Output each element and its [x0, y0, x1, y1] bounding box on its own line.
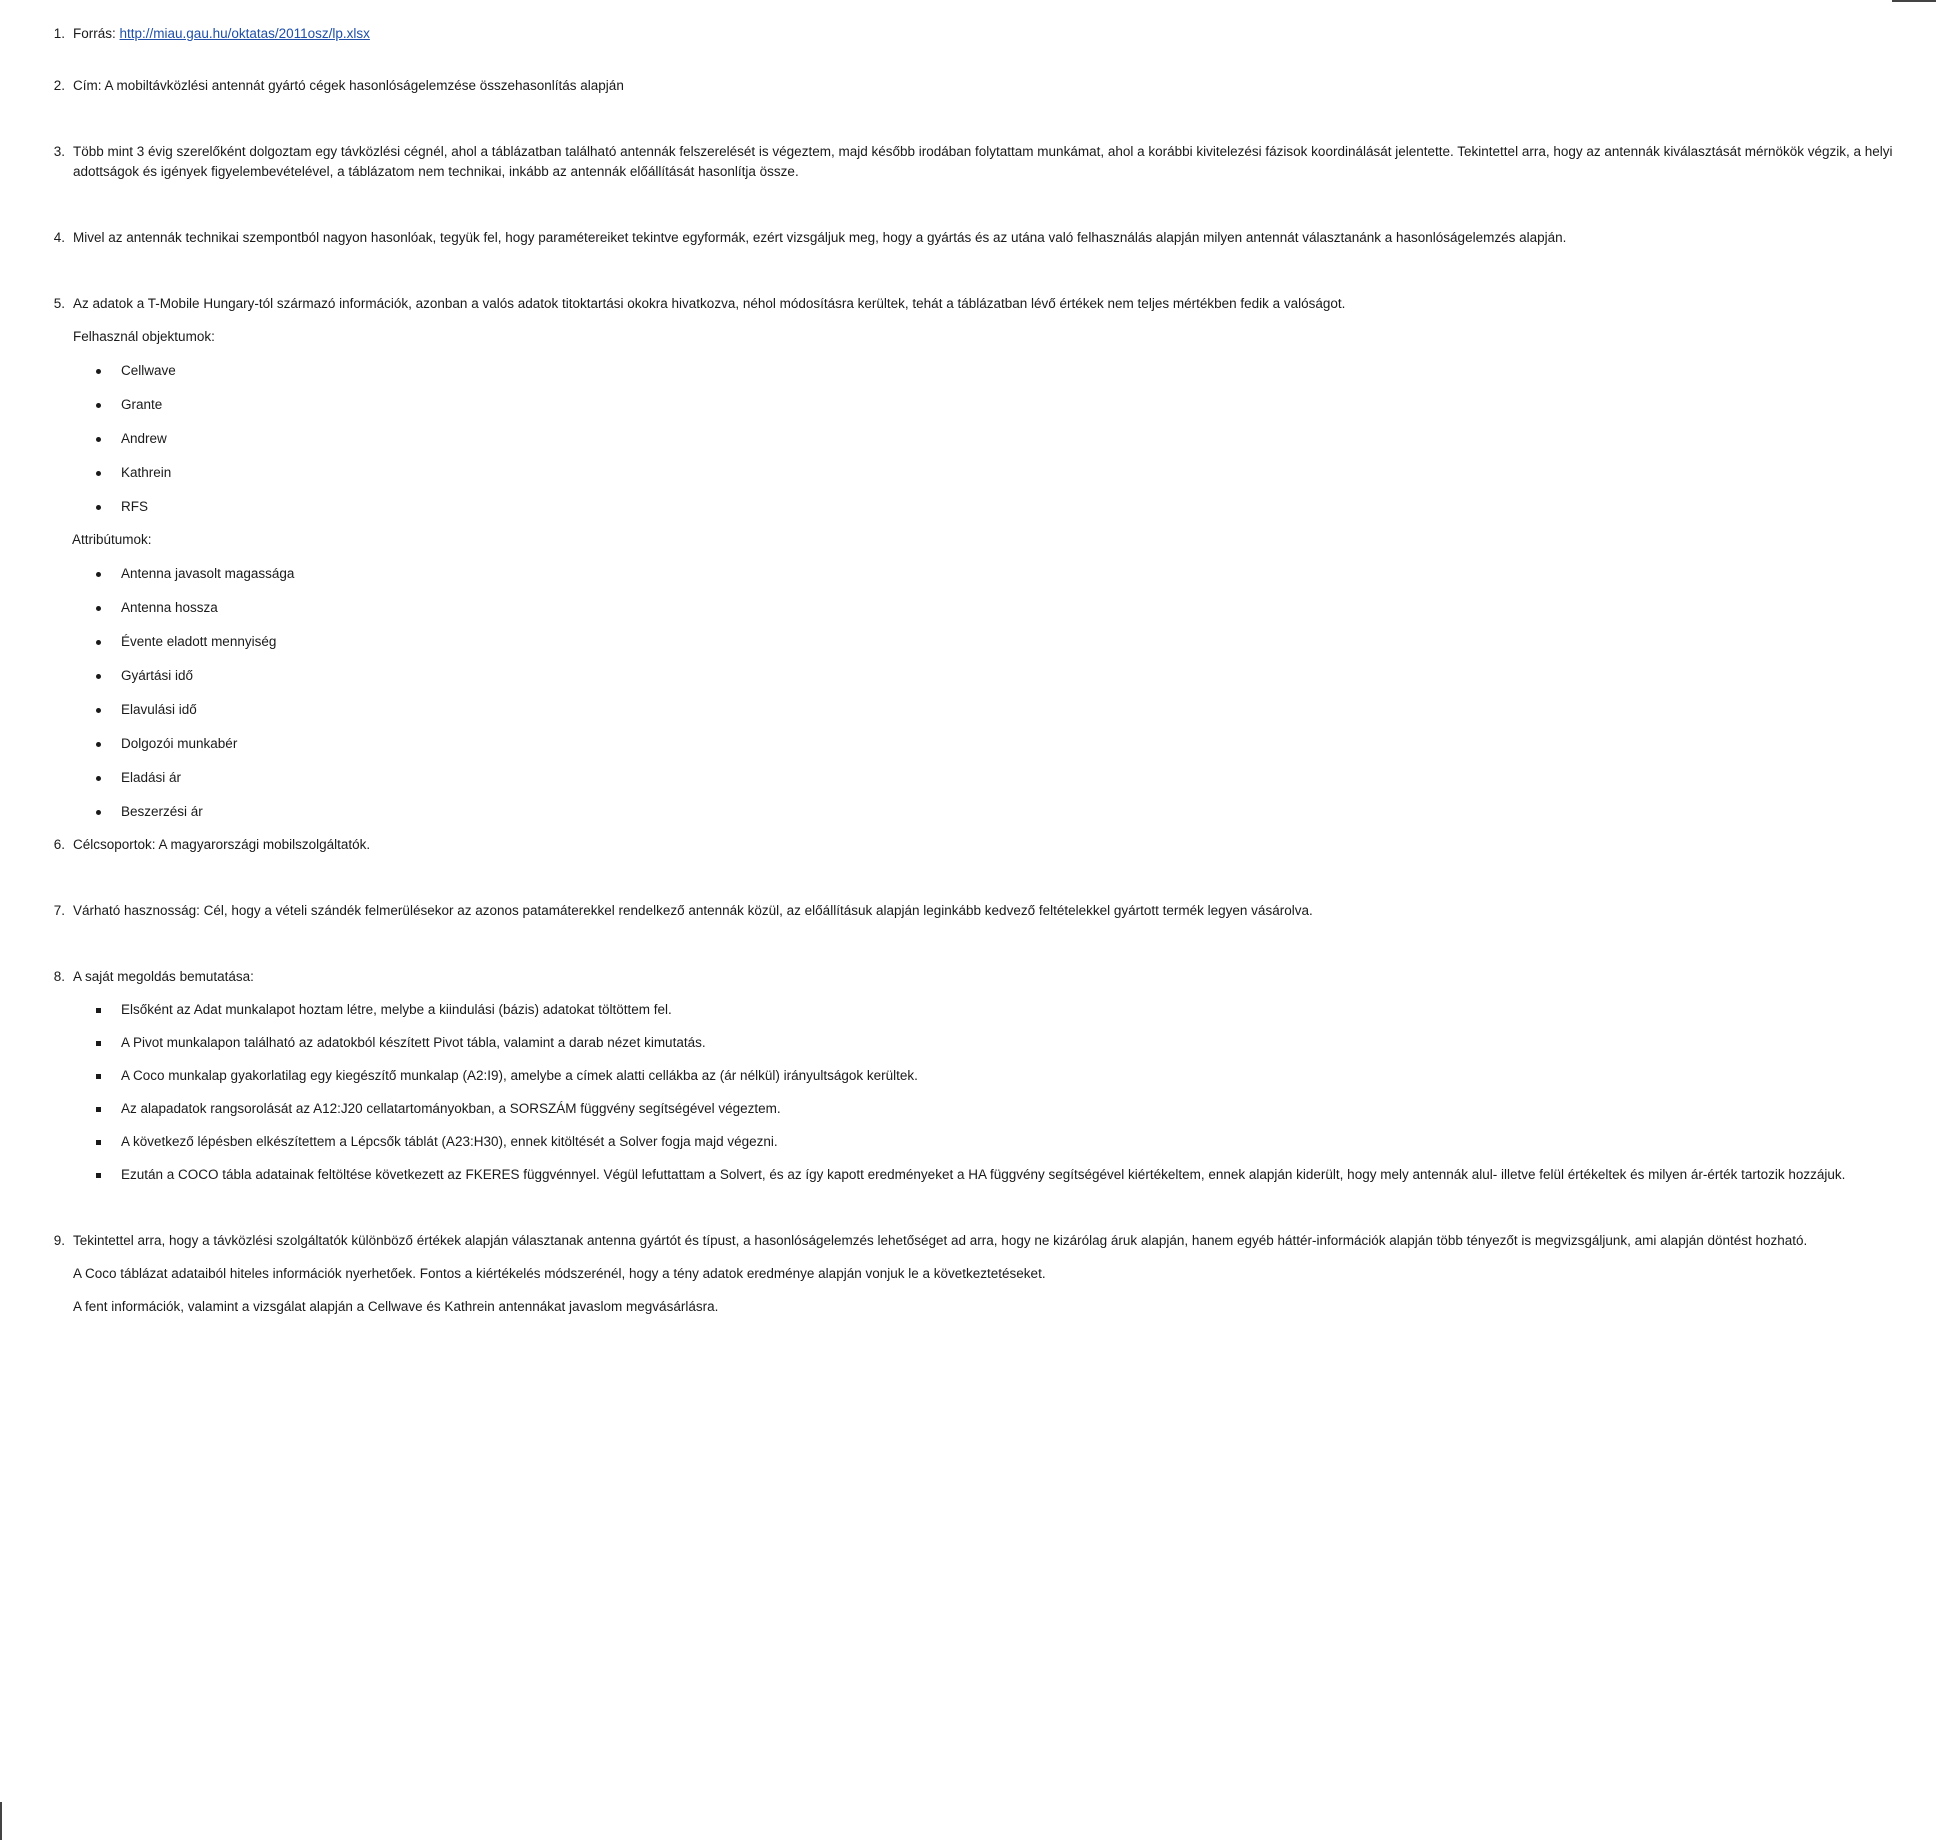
item-text: Várható hasznosság: Cél, hogy a vételi szándék felmerülésekor az azonos patamáterekkel rendelkező antennák közül, az előállításuk alapján leginkább kedvező feltételekkel gyártott termék legyen vásárolva.	[73, 903, 1313, 918]
bullet-icon	[96, 437, 101, 442]
list-item-background	[47, 142, 1927, 182]
item-text: Az adatok a T-Mobile Hungary-tól származó információk, azonban a valós adatok titoktartási okokra hivatkozva, néhol módosításra kerültek, tehát a táblázatban lévő értékek nem teljes mértékben fedik a valóságot.	[73, 296, 1346, 311]
item-number: 7.	[53, 903, 65, 918]
recommendation-paragraph: A fent információk, valamint a vizsgálat alapján a Cellwave és Kathrein antennákat javaslom megvásárlásra.	[73, 1299, 719, 1314]
square-bullet-icon	[96, 1173, 101, 1178]
bullet-icon	[96, 810, 101, 815]
square-bullet-icon	[96, 1041, 101, 1046]
source-link[interactable]: http://miau.gau.hu/oktatas/2011osz/lp.xlsx	[119, 26, 370, 41]
bullet-icon	[96, 403, 101, 408]
objects-heading: Felhasznál objektumok:	[73, 329, 215, 344]
item-text: Mivel az antennák technikai szempontból nagyon hasonlóak, tegyük fel, hogy paramétereiket tekintve egyformák, ezért vizsgáljuk meg, hogy a gyártás és az utána való felhasználás alapján milyen antennát választanánk a hasonlóságelemzés alapján.	[73, 230, 1567, 245]
bullet-icon	[96, 369, 101, 374]
item-text: Célcsoportok: A magyarországi mobilszolgáltatók.	[73, 837, 371, 852]
bullet-icon	[96, 776, 101, 781]
item-number: 2.	[53, 78, 65, 93]
attributes-heading: Attribútumok:	[72, 532, 152, 547]
page-corner-mark	[1892, 0, 1936, 2]
conclusion-paragraph: A Coco táblázat adataiból hiteles információk nyerhetőek. Fontos a kiértékelés módszerénél, hogy a tény adatok eredménye alapján vonjuk le a következtetéseket.	[73, 1266, 1046, 1281]
bullet-icon	[96, 674, 101, 679]
square-bullet-icon	[96, 1008, 101, 1013]
bullet-icon	[96, 505, 101, 510]
bullet-icon	[96, 640, 101, 645]
item-text: A saját megoldás bemutatása:	[73, 969, 254, 984]
item-text: Több mint 3 évig szerelőként dolgoztam egy távközlési cégnél, ahol a táblázatban található antennák felszerelését is végeztem, majd később irodában folytattam munkámat, ahol a korábbi kivitelezési fázisok koordinálását jelentette. Tekintettel arra, hogy az antennák kiválasztását mérnökök végzik, a helyi adottságok és igények figyelembevételével, a táblázatom nem technikai, inkább az antennák előállítását hasonlítja össze.	[73, 144, 1893, 179]
page-edge-mark	[0, 1802, 2, 1840]
bullet-icon	[96, 471, 101, 476]
item-number: 4.	[53, 230, 65, 245]
source-label: Forrás:	[73, 26, 120, 41]
item-text: Cím: A mobiltávközlési antennát gyártó cégek hasonlóságelemzése összehasonlítás alapján	[73, 78, 624, 93]
item-number: 6.	[53, 837, 65, 852]
square-bullet-icon	[96, 1140, 101, 1145]
square-bullet-icon	[96, 1074, 101, 1079]
item-number: 5.	[53, 296, 65, 311]
item-number: 3.	[53, 144, 65, 159]
bullet-icon	[96, 742, 101, 747]
document-page: 1. Forrás: http://miau.gau.hu/oktatas/2011osz/lp.xlsx 2. Cím: A mobiltávközlési antennát gyártó cégek hasonlóságelemzése összehasonlítás alapján 3. Több mint 3 évig szerelőként dolgoztam egy távközlési cégnél, ahol a táblázatban található antennák felszerelését is végeztem, majd később irodában folytattam munkámat, ahol a korábbi kivitelezési fázisok koordinálását jelentette. Tekintettel arra, hogy az antennák kiválasztását mérnökök végzik, a helyi adottságok és igények figyelembevételével, a táblázatom nem technikai, inkább az antennák előállítását hasonlítja össze. 4. Mivel az antennák technikai szempontból nagyon hasonlóak, tegyük fel, hogy paramétereiket tekintve egyformák, ezért vizsgáljuk meg, hogy a gyártás és az utána való felhasználás alapján milyen antennát választanánk a hasonlóságelemzés alapján. 5. Az adatok a T-Mobile Hungary-tól származó információk, azonban a valós adatok titoktartási okokra hivatkozva, néhol módosításra kerültek, tehát a táblázatban lévő értékek nem teljes mértékben fedik a valóságot. Felhasznál objektumok: Cellwave Grante Andrew Kathrein RFS Attribútumok: Antenna javasolt magassága Antenna hossza Évente eladott mennyiség Gyártási idő Elavulási idő Dolgozói munkabér Eladási ár Beszerzési ár 6. Célcsoportok: A magyarországi mobilszolgáltatók. 7. Várható hasznosság: Cél, hogy a vételi szándék felmerülésekor az azonos patamáterekkel rendelkező antennák közül, az előállításuk alapján leginkább kedvező feltételekkel gyártott termék legyen vásárolva. 8. A saját megoldás bemutatása: Elsőként az Adat munkalapot hoztam létre, melybe a kiindulási (bázis) adatokat töltöttem fel. A Pivot munkalapon található az adatokból készített Pivot tábla, valamint a darab nézet kimutatás. A Coco munkalap gyakorlatilag egy kiegészítő munkalap (A2:I9), amelybe a címek alatti cellákba az (ár nélkül) irányultságok kerültek. Az alapadatok rangsorolását az A12:J20 cellatartományokban, a SORSZÁM függvény segítségével végeztem. A következő lépésben elkészítettem a Lépcsők táblát (A23:H30), ennek kitöltését a Solver fogja majd végezni. Ezután a COCO tábla adatainak feltöltése következett az FKERES függvénnyel. Végül lefuttattam a Solvert, és az így kapott eredményeket a HA függvény segítségével kiértékeltem, ennek alapján kiderült, hogy mely antennák alul- illetve felül értékeltek és milyen ár-érték tartozik hozzájuk. 9. Tekintettel arra, hogy a távközlési szolgáltatók különböző értékek alapján választanak antenna gyártót és típust, a hasonlóságelemzés lehetőséget ad arra, hogy ne kizárólag áruk alapján, hanem egyéb háttér-információk alapján több tényezőt is megvizsgáljunk, ami alapján döntést hozható. A Coco táblázat adataiból hiteles információk nyerhetőek. Fontos a kiértékelés módszerénél, hogy a tény adatok eredménye alapján vonjuk le a következtetéseket. A fent információk, valamint a vizsgálat alapján a Cellwave és Kathrein antennákat javaslom megvásárlásra.	[0, 0, 1936, 1840]
bullet-icon	[96, 708, 101, 713]
item-number: 9.	[53, 1233, 65, 1248]
bullet-icon	[96, 572, 101, 577]
item-number: 1.	[53, 26, 65, 41]
item-text: Tekintettel arra, hogy a távközlési szolgáltatók különböző értékek alapján választanak antenna gyártót és típust, a hasonlóságelemzés lehetőséget ad arra, hogy ne kizárólag áruk alapján, hanem egyéb háttér-információk alapján több tényezőt is megvizsgáljunk, ami alapján döntést hozható.	[73, 1233, 1808, 1248]
item-number: 8.	[53, 969, 65, 984]
square-bullet-icon	[96, 1107, 101, 1112]
bullet-icon	[96, 606, 101, 611]
